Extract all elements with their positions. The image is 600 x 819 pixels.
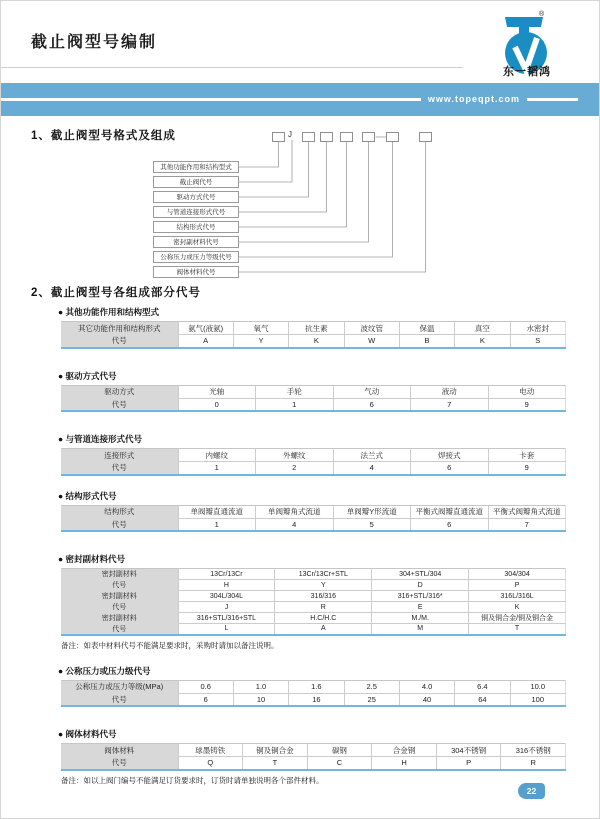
code-table [61,505,566,533]
code-table [61,743,566,771]
code-cell: 外螺纹 [256,449,334,462]
code-cell: M [372,624,469,635]
table-block-other-functions [58,306,566,349]
table-row [61,449,566,462]
table-block-structure [58,490,566,533]
code-cell: H [372,757,437,770]
code-cell: 316+STL/316+STL [178,613,275,624]
code-cell: 1 [178,518,256,531]
diagram-label: 驱动方式代号 [153,191,239,203]
code-cell: 电动 [488,385,566,398]
table-row [61,591,566,602]
row-header-cell: 其它功能作用和结构形式 [61,322,178,335]
code-cell: E [372,602,469,613]
code-cell: L [178,624,275,635]
code-cell: 13Cr/13Cr+STL [275,569,372,580]
table-note: 备注：如表中材料代号不能满足要求时，采购时请加以备注说明。 [61,640,279,650]
page-title: 截止阀型号编制 [31,34,158,51]
row-header-cell: 代号 [61,335,178,348]
code-cell: 9 [488,462,566,475]
table-block-drive-mode [58,370,566,413]
code-cell: Y [233,335,288,348]
table-block-pressure [58,665,566,708]
table-row [61,335,566,348]
code-cell: 1.6 [289,680,344,693]
code-cell: J [178,602,275,613]
table-row [61,385,566,398]
table-row [61,505,566,518]
code-table [61,385,566,413]
table-row [61,322,566,335]
code-cell: 1.0 [233,680,288,693]
code-cell: A [275,624,372,635]
code-cell: 304L/304L [178,591,275,602]
code-cell: 0.6 [178,680,233,693]
table-title: ● 驱动方式代号 [58,370,117,381]
code-cell: B [399,335,454,348]
code-cell: 4 [333,462,411,475]
row-header-cell: 结构形式 [61,505,178,518]
row-header-cell: 代号 [61,602,178,613]
table-row [61,693,566,706]
code-cell: 316/316 [275,591,372,602]
brand-name: 东一韬鸿 [503,66,551,78]
model-slot-box [419,132,432,142]
code-cell: 氧气 [233,322,288,335]
row-header-cell: 驱动方式 [61,385,178,398]
diagram-label: 阀体材料代号 [153,266,239,278]
table-row [61,744,566,757]
code-cell: 6 [411,462,489,475]
code-table [61,321,566,349]
code-cell: 卡套 [488,449,566,462]
code-cell: 平衡式阀瓣直通流道 [411,505,489,518]
code-cell: T [243,757,308,770]
code-cell: 25 [344,693,399,706]
code-cell: 5 [333,518,411,531]
model-slot-box [386,132,399,142]
table-title: ● 其他功能作用和结构型式 [58,307,159,317]
section2-heading: 2、截止阀型号各组成部分代号 [31,287,201,299]
code-cell: 64 [455,693,510,706]
code-cell: A [178,335,233,348]
table-note: 备注：如以上阀门编号不能满足订货要求时，订货时请单独说明各个部件材料。 [61,775,324,785]
code-cell: R [275,602,372,613]
code-cell: 4.0 [399,680,454,693]
row-header-cell: 密封副材料 [61,613,178,624]
code-cell: R [501,757,566,770]
table-row [61,624,566,635]
code-cell: 9 [488,398,566,411]
table-block-connection [58,433,566,476]
code-cell: 316+STL/316* [372,591,469,602]
code-table [61,448,566,476]
code-cell: 合金钢 [372,744,437,757]
code-cell: 6 [411,518,489,531]
code-cell: 单阀瓣直通流道 [178,505,256,518]
diagram-label: 其他功能作用和结构型式 [153,161,239,173]
code-cell: 单阀瓣角式流道 [256,505,334,518]
code-cell: P [469,580,566,591]
code-cell: 法兰式 [333,449,411,462]
table-title: ● 公称压力或压力级代号 [58,665,151,676]
code-cell: 保温 [399,322,454,335]
code-table [61,568,566,636]
diagram-label: 密封副材料代号 [153,236,239,248]
row-header-cell: 代号 [61,757,178,770]
code-cell: 6.4 [455,680,510,693]
code-cell: 碳钢 [307,744,372,757]
registered-mark: ® [539,11,545,18]
table-row [61,602,566,613]
model-format-diagram [1,123,600,285]
code-cell: 304/304 [469,569,566,580]
code-cell: H.C/H.C [275,613,372,624]
row-header-cell: 代号 [61,518,178,531]
code-cell: Q [178,757,243,770]
table-row [61,613,566,624]
code-cell: 1 [256,398,334,411]
code-cell: 铜及铜合金 [243,744,308,757]
code-cell: K [455,335,510,348]
row-header-cell: 代号 [61,462,178,475]
code-cell: 7 [488,518,566,531]
code-cell: T [469,624,566,635]
table-title: ● 密封副材料代号 [58,554,125,564]
code-cell: Y [275,580,372,591]
code-cell: C [307,757,372,770]
code-cell: 手轮 [256,385,334,398]
code-cell: 光轴 [178,385,256,398]
diagram-label: 公称压力或压力等级代号 [153,251,239,263]
code-cell: 单阀瓣Y形流道 [333,505,411,518]
model-slot-box [302,132,315,142]
code-cell: 抗生素 [289,322,344,335]
code-cell: 内螺纹 [178,449,256,462]
code-table [61,680,566,708]
code-cell: 2.5 [344,680,399,693]
code-cell: 16 [289,693,344,706]
code-cell: 10.0 [510,680,565,693]
code-cell: 水密封 [510,322,565,335]
code-cell: 氨气(液氨) [178,322,233,335]
code-cell: 6 [178,693,233,706]
row-header-cell: 阀体材料 [61,744,178,757]
code-cell: P [436,757,501,770]
code-cell: 304不锈钢 [436,744,501,757]
table-row [61,518,566,531]
code-cell: K [289,335,344,348]
code-cell: W [344,335,399,348]
code-cell: 316不锈钢 [501,744,566,757]
code-cell: 波纹管 [344,322,399,335]
website-link[interactable]: www.topeqpt.com [421,92,527,107]
code-cell: 7 [411,398,489,411]
code-cell: 2 [256,462,334,475]
code-cell: 10 [233,693,288,706]
table-row [61,680,566,693]
code-cell: 6 [333,398,411,411]
diagram-label: 截止阀代号 [153,176,239,188]
code-cell: M./M. [372,613,469,624]
code-cell: 4 [256,518,334,531]
row-header-cell: 代号 [61,693,178,706]
page-number-badge: 22 [518,783,545,799]
model-slot-box [320,132,333,142]
code-cell: 304+STL/304 [372,569,469,580]
table-row [61,462,566,475]
section1-heading: 1、截止阀型号格式及组成 [31,130,176,142]
code-cell: 13Cr/13Cr [178,569,275,580]
model-slot-box [272,132,285,142]
table-row [61,569,566,580]
diagram-label: 结构形式代号 [153,221,239,233]
row-header-cell: 密封副材料 [61,591,178,602]
section2-content [1,284,600,807]
code-cell: K [469,602,566,613]
row-header-cell: 公称压力或压力等级(MPa) [61,680,178,693]
code-cell: 气动 [333,385,411,398]
table-row [61,398,566,411]
banner-bar [1,83,600,116]
table-row [61,757,566,770]
code-cell: 焊接式 [411,449,489,462]
row-header-cell: 代号 [61,398,178,411]
code-cell: 40 [399,693,454,706]
row-header-cell: 代号 [61,580,178,591]
diagram-connectors [1,123,600,285]
code-cell: 液动 [411,385,489,398]
diagram-label: 与管道连接形式代号 [153,206,239,218]
row-header-cell: 连接形式 [61,449,178,462]
model-slot-box [362,132,375,142]
model-slot-box [340,132,353,142]
table-title: ● 与管道连接形式代号 [58,434,142,444]
code-cell: H [178,580,275,591]
code-cell: 1 [178,462,256,475]
code-cell: 100 [510,693,565,706]
code-cell: S [510,335,565,348]
code-cell: 平衡式阀瓣角式流道 [488,505,566,518]
table-row [61,580,566,591]
code-cell: D [372,580,469,591]
table-title: ● 结构形式代号 [58,490,117,501]
code-cell: 球墨铸铁 [178,744,243,757]
row-header-cell: 代号 [61,624,178,635]
table-block-sealing-material [58,553,566,651]
code-cell: 真空 [455,322,510,335]
table-title: ● 阀体材料代号 [58,729,117,739]
valve-type-letter: J [288,130,292,139]
table-block-body-material [58,728,566,786]
header-divider [1,67,463,68]
code-cell: 铜及铜合金/铜及铜合金 [469,613,566,624]
row-header-cell: 密封副材料 [61,569,178,580]
code-cell: 316L/316L [469,591,566,602]
code-cell: 0 [178,398,256,411]
